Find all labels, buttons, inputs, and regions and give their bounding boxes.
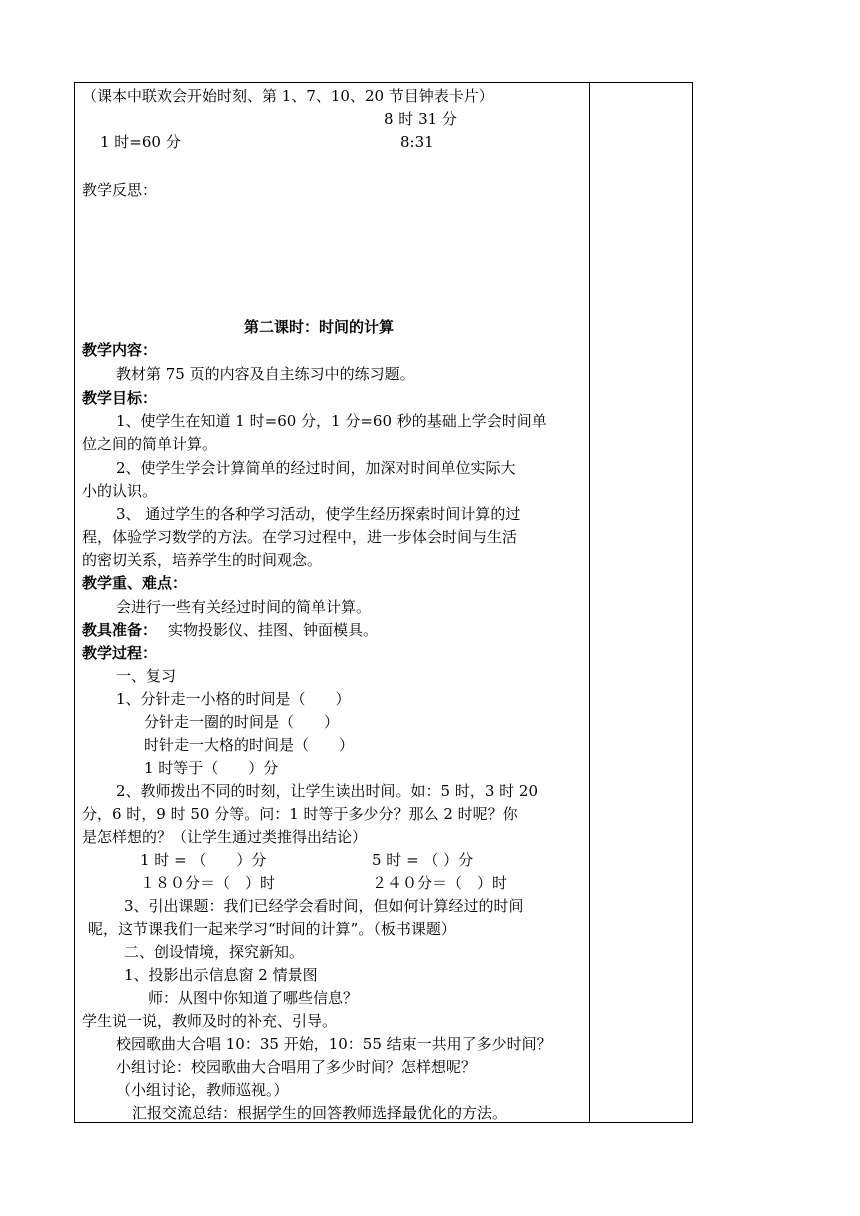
part-2-item-1: 1、投影出示信息窗 2 情景图 — [124, 966, 318, 984]
goal-3-line-2: 程，体验学习数学的方法。在学习过程中，进一步体会时间与生活 — [82, 528, 518, 546]
goal-1-line-2: 位之间的简单计算。 — [82, 435, 218, 453]
step-2-line-1: 2、教师拨出不同的时刻，让学生读出时间。如：5 时，3 时 20 — [116, 782, 539, 800]
equation-1-right: 5 时 = （ ）分 — [372, 851, 474, 869]
goal-2-line-1: 2、使学生学会计算简单的经过时间，加深对时间单位实际大 — [116, 459, 516, 477]
lesson-title: 第二课时：时间的计算 — [244, 318, 395, 336]
process-heading: 教学过程： — [82, 644, 158, 662]
time-digital: 8:31 — [400, 133, 434, 151]
key-text: 会进行一些有关经过时间的简单计算。 — [116, 598, 372, 616]
review-question-1: 1、分针走一小格的时间是（ ） — [116, 690, 351, 708]
tools-text: 实物投影仪、挂图、钟面模具。 — [168, 621, 379, 639]
review-question-3: 时针走一大格的时间是（ ） — [144, 736, 355, 754]
equation-2-left: １８０分＝（ ）时 — [140, 874, 276, 892]
summary: 汇报交流总结：根据学生的回答教师选择最优化的方法。 — [132, 1104, 508, 1122]
time-chinese: 8 时 31 分 — [384, 110, 457, 128]
key-heading: 教学重、难点： — [82, 574, 188, 592]
equation-2-right: ２４０分＝（ ）时 — [372, 874, 508, 892]
equation-1-left: 1 时 = （ ）分 — [140, 851, 267, 869]
step-2-line-2: 分，6 时，9 时 50 分等。问：1 时等于多少分？那么 2 时呢？你 — [82, 805, 518, 823]
goal-3-line-3: 的密切关系，培养学生的时间观念。 — [82, 551, 323, 569]
review-question-2: 分针走一圈的时间是（ ） — [144, 713, 340, 731]
review-heading: 一、复习 — [116, 667, 177, 685]
choir-question: 校园歌曲大合唱 10：35 开始，10：55 结束一共用了多少时间？ — [116, 1035, 552, 1053]
goals-heading: 教学目标： — [82, 389, 158, 407]
tools-heading: 教具准备： — [82, 621, 158, 639]
goal-3-line-1: 3、 通过学生的各种学习活动，使学生经历探索时间计算的过 — [116, 505, 521, 523]
step-2-line-3: 是怎样想的？（让学生通过类推得出结论） — [82, 828, 368, 846]
teacher-question: 师：从图中你知道了哪些信息？ — [148, 989, 359, 1007]
reflection-label: 教学反思： — [82, 181, 158, 199]
step-3-line-1: 3、引出课题：我们已经学会看时间，但如何计算经过的时间 — [124, 897, 524, 915]
step-3-line-2: 呢，这节课我们一起来学习“时间的计算”。（板书课题） — [88, 920, 456, 938]
part-2-heading: 二、创设情境，探究新知。 — [124, 943, 305, 961]
materials-note: （课本中联欢会开始时刻、第 1、7、10、20 节目钟表卡片） — [82, 87, 494, 105]
students-say: 学生说一说，教师及时的补充、引导。 — [82, 1012, 338, 1030]
goal-1-line-1: 1、使学生在知道 1 时=60 分，1 分=60 秒的基础上学会时间单 — [116, 412, 547, 430]
content-heading: 教学内容： — [82, 341, 158, 359]
group-note: （小组讨论，教师巡视。） — [116, 1081, 289, 1099]
review-question-4: 1 时等于（ ）分 — [144, 759, 279, 777]
content-text: 教材第 75 页的内容及自主练习中的练习题。 — [116, 365, 415, 383]
column-divider — [589, 83, 590, 1122]
group-discussion: 小组讨论：校园歌曲大合唱用了多少时间？怎样想呢？ — [116, 1058, 477, 1076]
hour-equals-note: 1 时=60 分 — [100, 133, 181, 151]
goal-2-line-2: 小的认识。 — [82, 482, 158, 500]
